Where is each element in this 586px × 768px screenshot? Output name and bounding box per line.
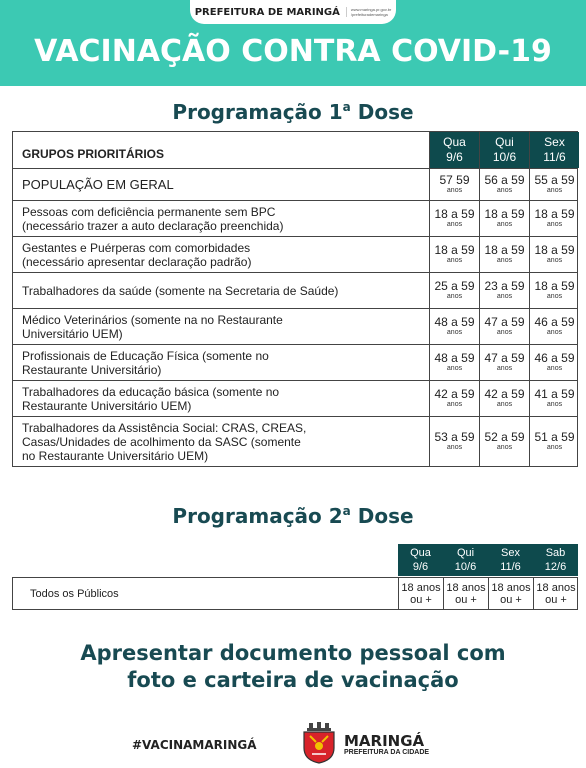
group-line: Médico Veterinários (somente na no Restaurante <box>22 312 283 327</box>
group-line: Profissionais de Educação Física (somente no <box>22 348 269 363</box>
day-name: Sex <box>501 547 520 559</box>
dose2-cell <box>443 578 488 609</box>
age-range-cell <box>529 201 579 236</box>
age-unit: anos <box>546 401 563 408</box>
cell-line: 18 anos <box>401 581 441 594</box>
age-range: 51 a 59 <box>534 430 575 444</box>
day-date: 12/6 <box>544 561 567 573</box>
group-label <box>13 169 429 200</box>
dose2-title-tail: Dose <box>350 504 414 528</box>
dose1-table <box>12 131 578 467</box>
dose1-title <box>0 100 586 124</box>
cell-line: 18 anos <box>491 581 531 594</box>
cell-line: ou + <box>455 593 477 606</box>
dose1-title-tail: Dose <box>350 100 414 124</box>
group-label <box>13 381 429 416</box>
age-range: 23 a 59 <box>484 279 525 293</box>
age-range: 18 a 59 <box>484 243 525 257</box>
table-row <box>13 416 577 466</box>
dose2-title-text: Programação 2 <box>172 504 343 528</box>
group-line: Universitário UEM) <box>22 326 123 341</box>
age-range: 57 59 <box>439 173 470 187</box>
group-line: Pessoas com deficiência permanente sem BPC <box>22 204 276 219</box>
dose1-title-text: Programação 1 <box>172 100 343 124</box>
age-range-cell <box>479 309 529 344</box>
age-unit: anos <box>446 365 463 372</box>
age-range: 18 a 59 <box>534 243 575 257</box>
cell-line: 18 anos <box>536 581 576 594</box>
dose2-cell <box>398 578 443 609</box>
age-range-cell <box>429 381 479 416</box>
age-range: 53 a 59 <box>434 430 475 444</box>
age-range-cell <box>429 169 479 200</box>
cell-line: ou + <box>500 593 522 606</box>
group-label <box>13 201 429 236</box>
city-crest-icon <box>300 722 338 764</box>
age-unit: anos <box>546 365 563 372</box>
org-site-logo <box>346 7 391 17</box>
age-range-cell <box>529 345 579 380</box>
age-range: 18 a 59 <box>434 243 475 257</box>
day-date: 11/6 <box>543 150 566 164</box>
group-label <box>13 237 429 272</box>
age-unit: anos <box>496 329 513 336</box>
cell-line: 18 anos <box>446 581 486 594</box>
group-label <box>13 309 429 344</box>
age-range: 48 a 59 <box>434 315 475 329</box>
age-unit: anos <box>496 401 513 408</box>
dose2-cell <box>533 578 578 609</box>
day-name: Qua <box>410 547 431 559</box>
age-unit: anos <box>446 293 463 300</box>
age-unit: anos <box>496 293 513 300</box>
day-date: 10/6 <box>492 150 517 164</box>
group-line: Restaurante Universitário) <box>22 362 162 377</box>
age-range-cell <box>529 273 579 308</box>
age-range-cell <box>529 417 579 466</box>
brand <box>344 733 429 757</box>
age-unit: anos <box>496 365 513 372</box>
dose2-title-sup: a <box>342 504 351 518</box>
table-row <box>13 168 577 200</box>
cell-line: ou + <box>545 593 567 606</box>
age-range-cell <box>479 169 529 200</box>
group-line: (necessário apresentar declaração padrão) <box>22 254 252 269</box>
group-line: Restaurante Universitário UEM) <box>22 398 192 413</box>
age-range: 25 a 59 <box>434 279 475 293</box>
group-label <box>13 273 429 308</box>
day-name: Qua <box>443 135 466 149</box>
day-date: 10/6 <box>454 561 477 573</box>
day-name: Qui <box>495 135 514 149</box>
dose1-header-row <box>13 132 577 168</box>
age-range-cell <box>429 417 479 466</box>
age-range: 47 a 59 <box>484 315 525 329</box>
age-range-cell <box>529 169 579 200</box>
day-header <box>533 544 578 576</box>
age-unit: anos <box>446 257 463 264</box>
group-line: Gestantes e Puérperas com comorbidades <box>22 240 251 255</box>
age-range: 42 a 59 <box>484 387 525 401</box>
table-row <box>13 308 577 344</box>
group-line: Trabalhadores da educação básica (somente no <box>22 384 280 399</box>
day-name: Qui <box>456 547 475 559</box>
day-name: Sex <box>544 135 565 149</box>
day-header <box>429 132 479 168</box>
age-range: 41 a 59 <box>534 387 575 401</box>
cell-line: ou + <box>410 593 432 606</box>
group-line: no Restaurante Universitário UEM) <box>22 448 209 463</box>
notice-line: foto e carteira de vacinação <box>127 668 459 692</box>
table-row <box>13 236 577 272</box>
age-range: 18 a 59 <box>484 207 525 221</box>
day-header <box>443 544 488 576</box>
dose2-cell <box>488 578 533 609</box>
age-unit: anos <box>496 221 513 228</box>
day-name: Sab <box>545 547 566 559</box>
age-unit: anos <box>546 293 563 300</box>
age-range-cell <box>429 201 479 236</box>
group-line: Trabalhadores da saúde (somente na Secretaria de Saúde) <box>22 283 339 298</box>
age-unit: anos <box>446 401 463 408</box>
notice-line: Apresentar documento pessoal com <box>80 641 506 665</box>
age-range-cell <box>479 345 529 380</box>
age-range: 46 a 59 <box>534 315 575 329</box>
age-unit: anos <box>546 444 563 451</box>
age-range: 46 a 59 <box>534 351 575 365</box>
group-line: Trabalhadores da Assistência Social: CRAS, CREAS, <box>22 420 307 435</box>
age-unit: anos <box>496 257 513 264</box>
age-range: 42 a 59 <box>434 387 475 401</box>
org-name: PREFEITURA DE MARINGÁ <box>194 6 340 18</box>
age-unit: anos <box>446 444 463 451</box>
groups-header: GRUPOS PRIORITÁRIOS <box>22 147 165 161</box>
main-title: VACINAÇÃO CONTRA COVID-19 <box>34 34 552 69</box>
age-range-cell <box>479 237 529 272</box>
age-range: 18 a 59 <box>434 207 475 221</box>
day-header <box>488 544 533 576</box>
dose2-title <box>0 504 586 528</box>
group-line: POPULAÇÃO EM GERAL <box>22 176 174 192</box>
dose2-row-label: Todos os Públicos <box>30 587 119 600</box>
day-date: 11/6 <box>500 561 521 573</box>
age-range: 48 a 59 <box>434 351 475 365</box>
age-range-cell <box>479 381 529 416</box>
age-range-cell <box>429 237 479 272</box>
age-unit: anos <box>546 329 563 336</box>
age-range-cell <box>529 237 579 272</box>
day-date: 9/6 <box>412 561 429 573</box>
table-row <box>13 344 577 380</box>
age-range-cell <box>529 381 579 416</box>
org-pill <box>190 0 396 24</box>
age-range-cell <box>429 345 479 380</box>
age-range: 47 a 59 <box>484 351 525 365</box>
site-line: www.maringa.pr.gov.br <box>350 7 392 12</box>
table-row <box>13 380 577 416</box>
age-unit: anos <box>546 221 563 228</box>
dose1-title-sup: a <box>342 100 351 114</box>
age-range-cell <box>479 273 529 308</box>
group-line: Casas/Unidades de acolhimento da SASC (somente <box>22 434 301 449</box>
site-line: /prefeiturademaringa <box>350 12 388 17</box>
age-range-cell <box>429 273 479 308</box>
age-unit: anos <box>446 329 463 336</box>
age-unit: anos <box>496 187 513 194</box>
age-range-cell <box>479 201 529 236</box>
dose2-header <box>398 544 578 576</box>
brand-name: MARINGÁ <box>344 732 425 750</box>
age-unit: anos <box>546 187 563 194</box>
day-header <box>479 132 529 168</box>
hashtag: #VACINAMARINGÁ <box>132 738 257 752</box>
top-banner <box>0 0 586 86</box>
age-range: 18 a 59 <box>534 279 575 293</box>
table-row <box>13 272 577 308</box>
age-range-cell <box>529 309 579 344</box>
age-range: 55 a 59 <box>534 173 575 187</box>
age-unit: anos <box>446 221 463 228</box>
brand-subtitle: PREFEITURA DA CIDADE <box>344 749 430 756</box>
age-range-cell <box>429 309 479 344</box>
age-range-cell <box>479 417 529 466</box>
table-row <box>13 200 577 236</box>
day-header <box>529 132 579 168</box>
day-header <box>398 544 443 576</box>
document-notice <box>0 640 586 694</box>
day-date: 9/6 <box>446 150 463 164</box>
group-label <box>13 345 429 380</box>
age-unit: anos <box>446 187 463 194</box>
age-range: 18 a 59 <box>534 207 575 221</box>
age-unit: anos <box>546 257 563 264</box>
group-label <box>13 417 429 466</box>
age-unit: anos <box>496 444 513 451</box>
group-line: (necessário trazer a auto declaração preenchida) <box>22 218 284 233</box>
age-range: 52 a 59 <box>484 430 525 444</box>
dose2-row <box>12 577 578 610</box>
age-range: 56 a 59 <box>484 173 525 187</box>
